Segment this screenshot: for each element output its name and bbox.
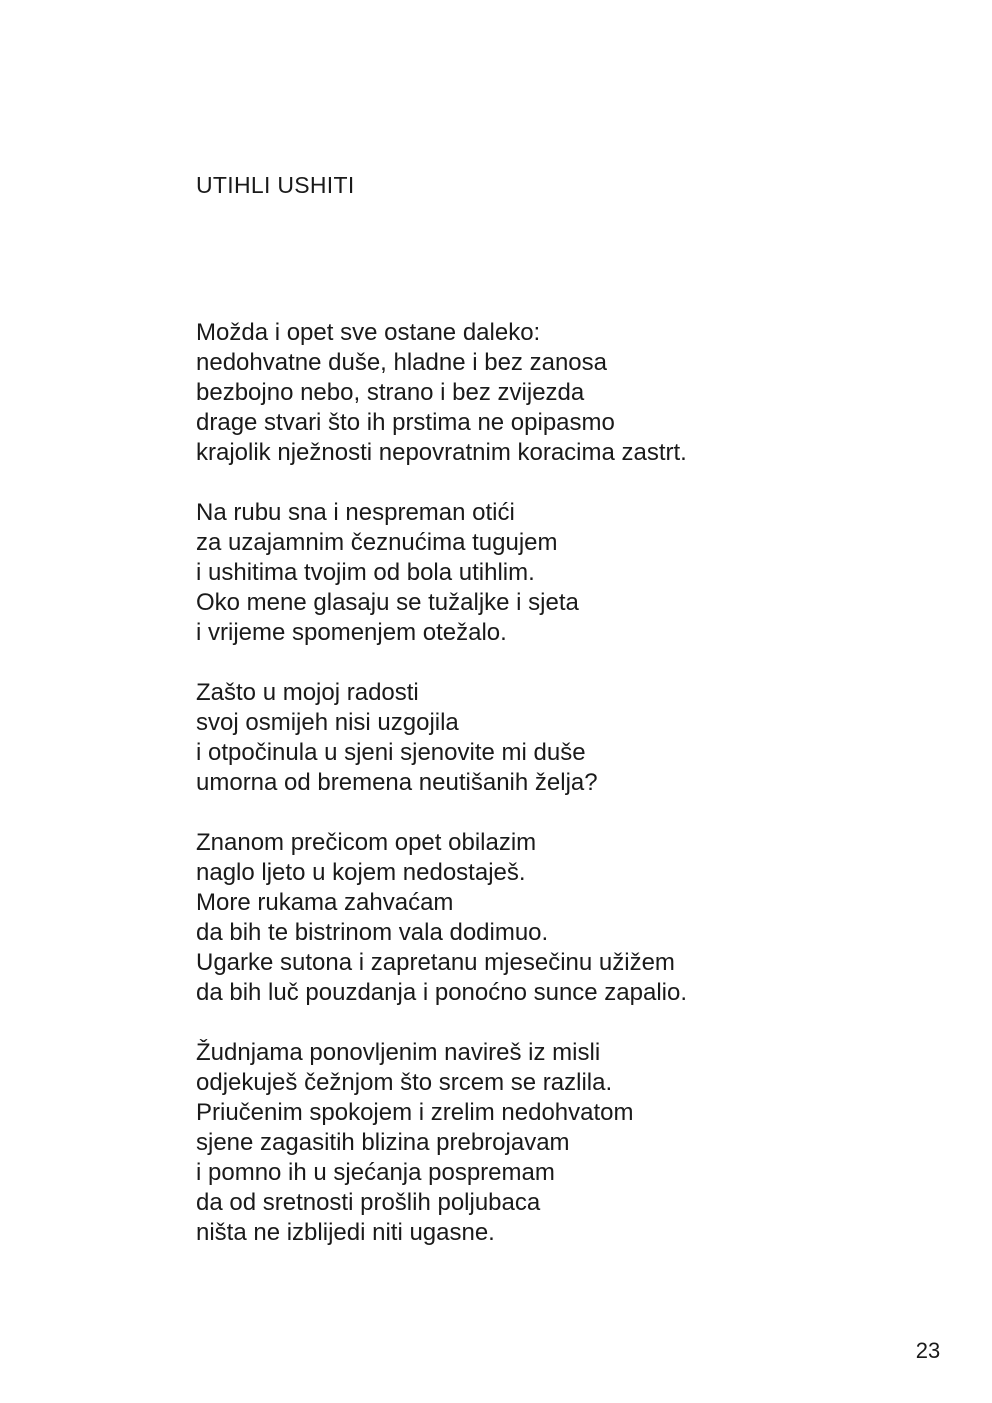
verse: Ugarke sutona i zapretanu mjesečinu užižem: [196, 949, 675, 976]
verse: Oko mene glasaju se tužaljke i sjeta: [196, 589, 579, 616]
stanza-5: [196, 1038, 916, 1248]
verse: da od sretnosti prošlih poljubaca: [196, 1189, 541, 1216]
verse: bezbojno nebo, strano i bez zvijezda: [196, 379, 585, 406]
stanza-3: [196, 678, 916, 798]
verse: drage stvari što ih prstima ne opipasmo: [196, 409, 615, 436]
verse: Znanom prečicom opet obilazim: [196, 829, 537, 856]
stanza-4: [196, 828, 916, 1008]
verse: odjekuješ čežnjom što srcem se razlila.: [196, 1069, 613, 1096]
verse: da bih luč pouzdanja i ponoćno sunce zapalio.: [196, 979, 688, 1006]
verse: nedohvatne duše, hladne i bez zanosa: [196, 349, 607, 376]
verse: i vrijeme spomenjem otežalo.: [196, 619, 507, 646]
stanza-2: [196, 498, 916, 648]
verse: Priučenim spokojem i zrelim nedohvatom: [196, 1099, 634, 1126]
poem-body: [196, 318, 916, 1278]
verse: sjene zagasitih blizina prebrojavam: [196, 1129, 570, 1156]
page-number: 23: [915, 1338, 941, 1363]
verse: za uzajamnim čeznućima tugujem: [196, 529, 558, 556]
verse: i pomno ih u sjećanja pospremam: [196, 1159, 555, 1186]
verse: i otpočinula u sjeni sjenovite mi duše: [196, 739, 586, 766]
verse: More rukama zahvaćam: [196, 889, 454, 916]
verse: i ushitima tvojim od bola utihlim.: [196, 559, 535, 586]
verse: ništa ne izblijedi niti ugasne.: [196, 1219, 495, 1246]
verse: da bih te bistrinom vala dodimuo.: [196, 919, 549, 946]
verse: svoj osmijeh nisi uzgojila: [196, 709, 459, 736]
verse: Možda i opet sve ostane daleko:: [196, 319, 541, 346]
verse: Zašto u mojoj radosti: [196, 679, 419, 706]
verse: naglo ljeto u kojem nedostaješ.: [196, 859, 526, 886]
verse: Žudnjama ponovljenim navireš iz misli: [196, 1039, 601, 1066]
poem-title: UTIHLI USHITI: [196, 172, 355, 198]
verse: krajolik nježnosti nepovratnim koracima zastrt.: [196, 439, 687, 466]
verse: umorna od bremena neutišanih želja?: [196, 769, 598, 796]
stanza-1: [196, 318, 916, 468]
verse: Na rubu sna i nespreman otići: [196, 499, 515, 526]
